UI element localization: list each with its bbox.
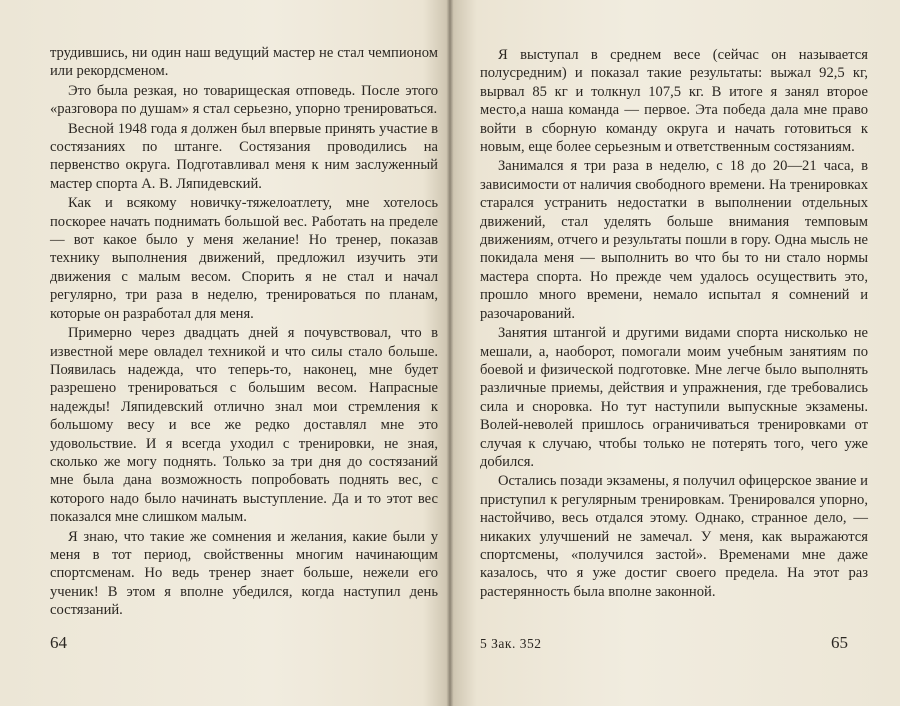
paragraph: Занимался я три раза в неделю, с 18 до 20—21 часа, в зависимости от наличия свободного времени. На тренировках старался устранить недостатки в выполнении отдельных движений, стал уделять больше внимания темповым движениям, отчего и результаты пошли в гору. Одна мысль не покидала меня — выполнить во что бы то ни стало нормы мастера спорта. Но прежде чем удалось осуществить это, прошло много времени, немало испытал я сомнений и разочарований. [480, 158, 868, 322]
paragraph: Остались позади экзамены, я получил офицерское звание и приступил к регулярным тренировкам. Тренировался упорно, настойчиво, весь отдался этому. Однако, странное дело, — никаких улучшений не замечал. У меня, как выражаются спортсмены, «получился застой». Временами мне даже казалось, что я уже достиг своего предела. На этот раз растерянность была вполне законной. [480, 473, 868, 600]
page-number-right: 65 [831, 633, 848, 652]
paragraph: трудившись, ни один наш ведущий мастер не стал чемпионом или рекордсменом. [50, 45, 438, 80]
paragraph: Я знаю, что такие же сомнения и желания, какие были у меня в тот период, свойственны многим начинающим спортсменам. Но ведь тренер знает больше, нежели его ученик! В этом я вполне убедился, когда наступил день состязаний. [50, 528, 438, 619]
left-page-text [50, 44, 438, 620]
paragraph: Весной 1948 года я должен был впервые принять участие в состязаниях по штанге. Состязания проводились на первенство округа. Подготавливал меня к ним заслуженный мастер спорта А. В. Ляпидевский. [50, 120, 438, 192]
paragraph: Примерно через двадцать дней я почувствовал, что в известной мере овладел техникой и что силы стало больше. Появилась надежда, что теперь-то, наконец, мне будет разрешено тренироваться с большим весом. Напрасные надежды! Ляпидевский отлично знал мои стремления к большому весу и все же редко доставлял мне это удовольствие. И я всегда уходил с тренировки, не зная, сколько же могу поднять. Только за три дня до состязаний мне была дана возможность попробовать поднять вес, с которого надо было начинать выступление. Да и то этот вес показался мне слишком малым. [50, 325, 438, 526]
paragraph: Как и всякому новичку-тяжелоатлету, мне хотелось поскорее начать поднимать большой вес. Работать на пределе — вот какое было у меня желание! Но тренер, показав технику выполнения движений, предложил изучить эти движения с малым весом. Спорить я не стал и начал регулярно, три раза в неделю, тренироваться по планам, которые он разработал для меня. [50, 195, 438, 322]
paragraph: Это была резкая, но товарищеская отповедь. После этого «разговора по душам» я стал серьезно, упорно тренироваться. [50, 82, 438, 118]
paragraph: Занятия штангой и другими видами спорта нисколько не мешали, а, наоборот, помогали моим учебным занятиям по боевой и физической подготовке. Мне легче было выполнять различные приемы, действия и упражнения, где требовались сила и сноровка. Но тут наступили выпускные экзамены. Волей-неволей пришлось ограничиваться тренировками от случая к случаю, чтобы только не потерять того, чего уже добился. [480, 325, 868, 470]
printer-signature: 5 Зак. 352 [480, 636, 542, 651]
paragraph: Я выступал в среднем весе (сейчас он называется полусредним) и показал такие результаты: выжал 92,5 кг, вырвал 85 кг и толкнул 107,5 кг. В итоге я занял второе место,а наша команда — первое. Эта победа дала мне право войти в сборную команду округа и начать готовиться к новым, еще более серьезным и ответственным состязаниям. [480, 47, 868, 156]
right-page-text [480, 46, 868, 601]
page-number-left: 64 [50, 633, 67, 652]
